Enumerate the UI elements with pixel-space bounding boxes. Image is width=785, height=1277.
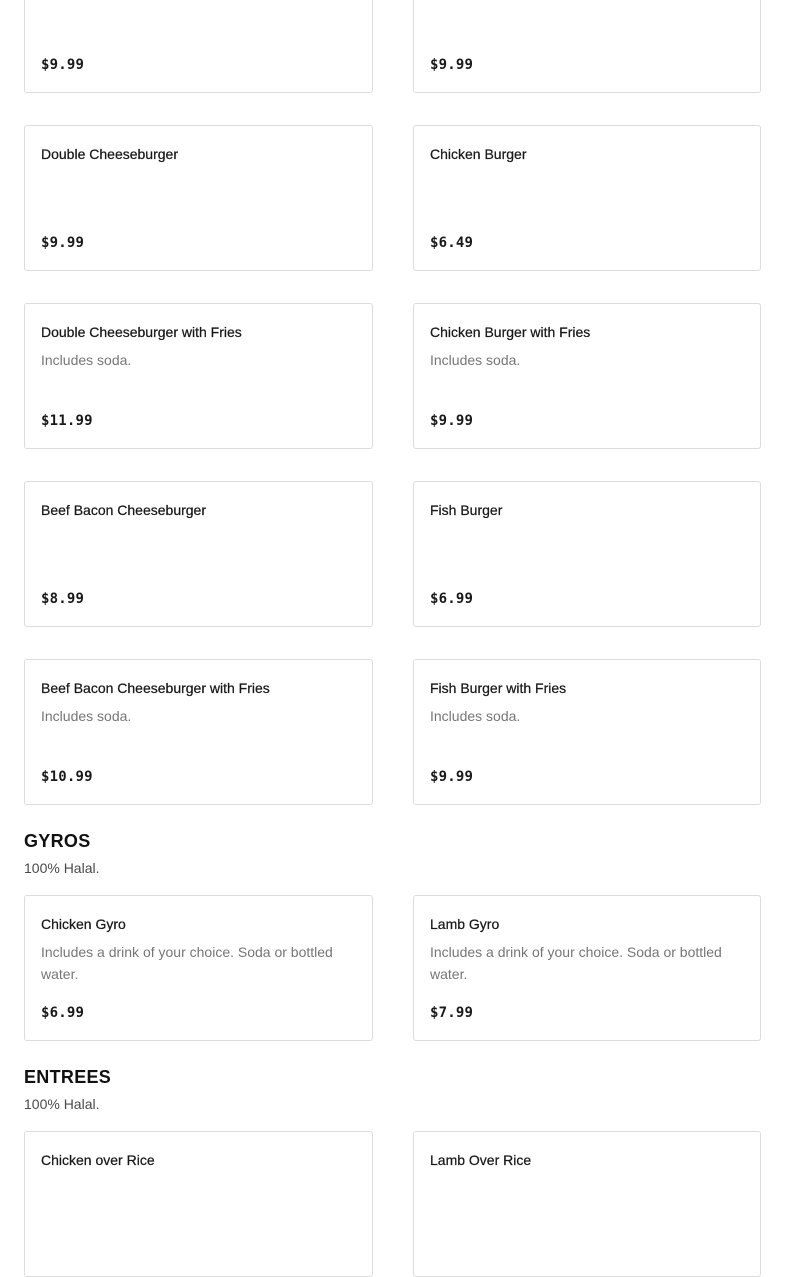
menu-item-card[interactable]: [413, 303, 761, 449]
item-price: $6.99: [41, 1005, 85, 1021]
item-name: Beef Bacon Cheeseburger: [41, 502, 206, 518]
item-price: $9.99: [41, 57, 85, 73]
burgers-grid: [24, 0, 761, 805]
item-price: $10.99: [41, 769, 93, 785]
item-name: Fish Burger with Fries: [430, 680, 567, 696]
item-price: $7.99: [430, 1005, 474, 1021]
entrees-grid: [24, 1131, 761, 1277]
item-price: $11.99: [41, 413, 93, 429]
section-gyros: [24, 831, 785, 877]
item-name: Fish Burger: [430, 502, 503, 518]
item-price: $8.99: [41, 591, 85, 607]
gyros-grid: [24, 895, 761, 1041]
menu-item-card[interactable]: [24, 1131, 373, 1277]
item-name: Lamb Gyro: [430, 916, 500, 932]
section-subtitle: 100% Halal.: [24, 860, 100, 876]
item-name: Chicken Burger: [430, 146, 527, 162]
item-description: Includes soda.: [430, 708, 521, 724]
item-name: Beef Bacon Cheeseburger with Fries: [41, 680, 270, 696]
section-title: GYROS: [24, 831, 91, 851]
item-description: Includes soda.: [41, 708, 132, 724]
menu-item-card[interactable]: [24, 895, 373, 1041]
menu-item-card[interactable]: [413, 659, 761, 805]
menu-item-card[interactable]: [24, 659, 373, 805]
menu-item-card[interactable]: [24, 481, 373, 627]
item-price: $6.99: [430, 591, 474, 607]
item-name: Chicken Gyro: [41, 916, 126, 932]
item-name: Chicken over Rice: [41, 1152, 155, 1168]
item-name: Double Cheeseburger: [41, 146, 178, 162]
item-name: Double Cheeseburger with Fries: [41, 324, 242, 340]
item-price: $9.99: [430, 413, 474, 429]
item-price: $9.99: [430, 57, 474, 73]
menu-item-card[interactable]: [413, 895, 761, 1041]
menu-item-card[interactable]: [24, 303, 373, 449]
item-description: Includes a drink of your choice. Soda or bottled water.: [41, 944, 333, 982]
item-name: Lamb Over Rice: [430, 1152, 532, 1168]
menu-item-card[interactable]: [413, 481, 761, 627]
item-price: $6.49: [430, 235, 474, 251]
section-entrees: [24, 1067, 785, 1113]
item-name: Chicken Burger with Fries: [430, 324, 591, 340]
menu-item-card[interactable]: [413, 0, 761, 93]
item-description: Includes soda.: [430, 352, 521, 368]
menu-item-card[interactable]: [413, 125, 761, 271]
item-description: Includes soda.: [41, 352, 132, 368]
section-title: ENTREES: [24, 1067, 112, 1087]
item-price: $9.99: [41, 235, 85, 251]
menu-item-card[interactable]: [24, 125, 373, 271]
item-description: Includes a drink of your choice. Soda or bottled water.: [430, 944, 722, 982]
item-price: $9.99: [430, 769, 474, 785]
menu-item-card[interactable]: [24, 0, 373, 93]
menu-item-card[interactable]: [413, 1131, 761, 1277]
section-subtitle: 100% Halal.: [24, 1096, 100, 1112]
